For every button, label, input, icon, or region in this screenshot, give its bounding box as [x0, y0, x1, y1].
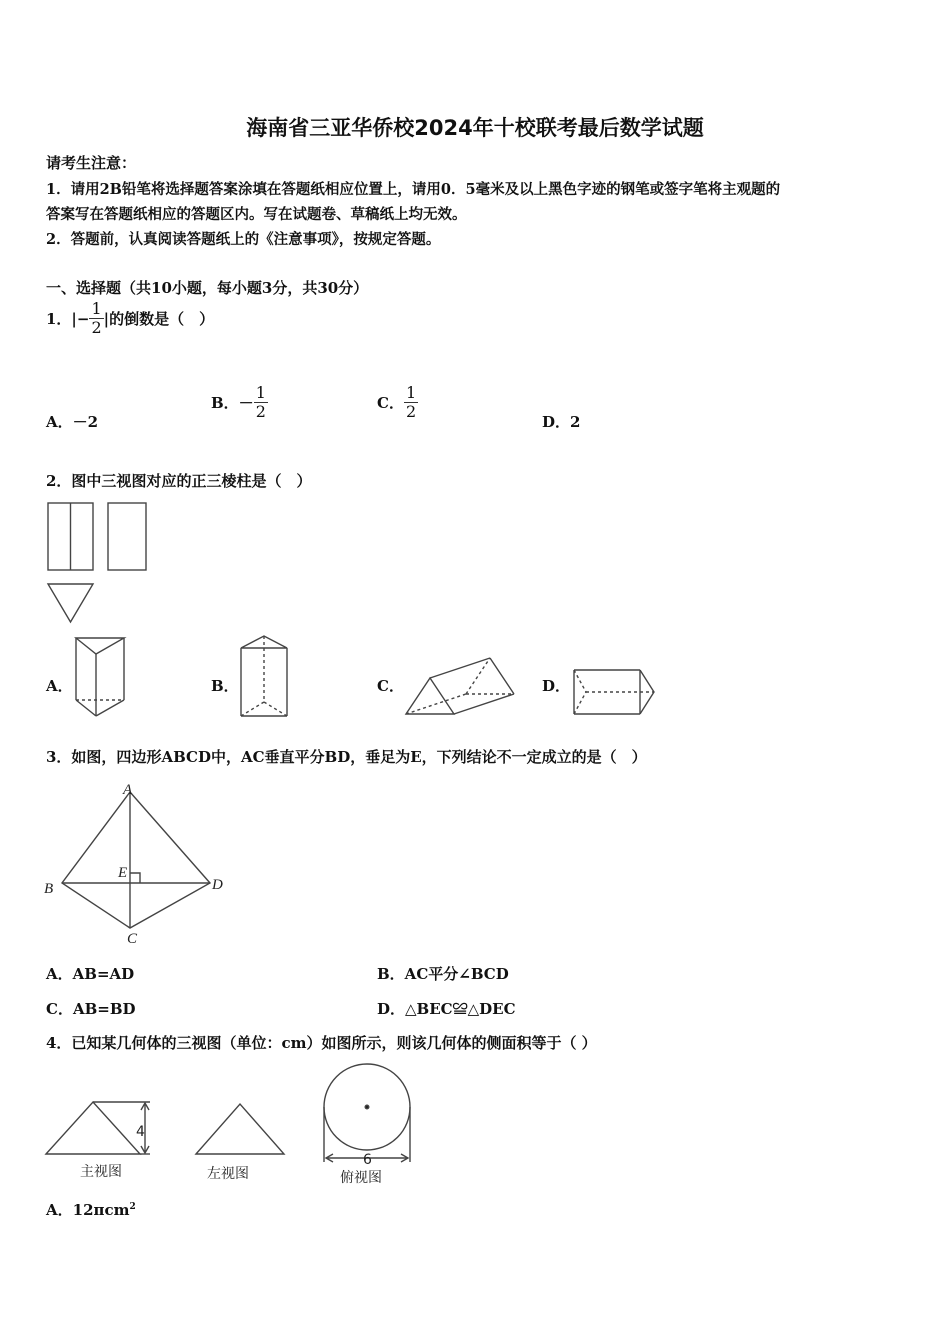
- notice-line-1b: 答案写在答题纸相应的答题区内。写在试题卷、草稿纸上均无效。: [46, 206, 467, 223]
- q2-option-b-figure[interactable]: [239, 634, 291, 720]
- q2-option-a[interactable]: A．: [46, 677, 73, 695]
- q2-top-view: [48, 584, 93, 622]
- q2-option-d[interactable]: D．: [542, 677, 571, 695]
- q3-label-b: B: [44, 881, 54, 897]
- q2-option-c[interactable]: C．: [377, 677, 404, 695]
- question-2: 2．图中三视图对应的正三棱柱是（ ）: [46, 472, 312, 490]
- q4-height-value: 4: [136, 1124, 145, 1140]
- q4-top-view-figure: [318, 1062, 418, 1188]
- q1-option-b[interactable]: B．－ $\frac{1}{2}$: [211, 383, 266, 421]
- question-3: 3．如图，四边形ABCD中，AC垂直平分BD，垂足为E，下列结论不一定成立的是（ ）: [46, 748, 647, 766]
- q3-label-e: E: [118, 865, 128, 881]
- q1-option-a[interactable]: A．－2: [46, 413, 99, 431]
- q1-fraction: $\frac{1}{2}$: [91, 299, 102, 337]
- q4-option-a[interactable]: A．12πcm$^2$: [46, 1201, 136, 1219]
- page-title: 海南省三亚华侨校2024年十校联考最后数学试题: [246, 116, 704, 140]
- question-4: 4．已知某几何体的三视图（单位：cm）如图所示，则该几何体的侧面积等于（ ）: [46, 1034, 597, 1052]
- section-heading: 一、选择题（共10小题，每小题3分，共30分）: [46, 279, 369, 297]
- q4-front-label: 主视图: [80, 1164, 122, 1180]
- q4-side-label: 左视图: [207, 1166, 249, 1182]
- q1-option-d[interactable]: D．2: [542, 413, 581, 431]
- notice-line-2: 2．答题前，认真阅读答题纸上的《注意事项》，按规定答题。: [46, 231, 441, 248]
- q3-option-a[interactable]: A．AB=AD: [46, 965, 135, 983]
- q4-front-view-figure: [44, 1098, 160, 1186]
- notice-line-1: 1．请用2B铅笔将选择题答案涂填在答题纸相应位置上，请用0．5毫米及以上黑色字迹的钢笔或签字笔将主观题的: [46, 181, 781, 198]
- q3-option-c[interactable]: C．AB=BD: [46, 1000, 136, 1018]
- q3-quadrilateral-figure: [40, 780, 240, 948]
- q2-option-d-figure[interactable]: [570, 666, 660, 718]
- q3-option-d[interactable]: D．△BEC≌△DEC: [377, 1000, 516, 1018]
- q4-side-view-figure: [194, 1098, 290, 1186]
- q2-option-c-figure[interactable]: [404, 656, 518, 720]
- question-1: [46, 300, 214, 337]
- q1-option-c[interactable]: C． $\frac{1}{2}$: [377, 383, 417, 421]
- q2-three-views-figure: [46, 502, 150, 624]
- q4-top-label: 俯视图: [340, 1170, 382, 1186]
- notice-heading: 请考生注意：: [46, 154, 137, 172]
- q1-suffix: |的倒数是（ ）: [103, 310, 215, 328]
- q4-diameter-value: 6: [363, 1152, 372, 1168]
- q3-label-c: C: [127, 931, 138, 947]
- q2-option-a-figure[interactable]: [74, 636, 128, 720]
- q1-prefix: 1．|−: [46, 310, 90, 328]
- q3-label-d: D: [212, 877, 223, 893]
- q3-label-a: A: [123, 782, 133, 798]
- q3-option-b[interactable]: B．AC平分∠BCD: [377, 965, 509, 983]
- q2-side-view: [108, 503, 146, 570]
- q2-option-b[interactable]: B．: [211, 677, 239, 695]
